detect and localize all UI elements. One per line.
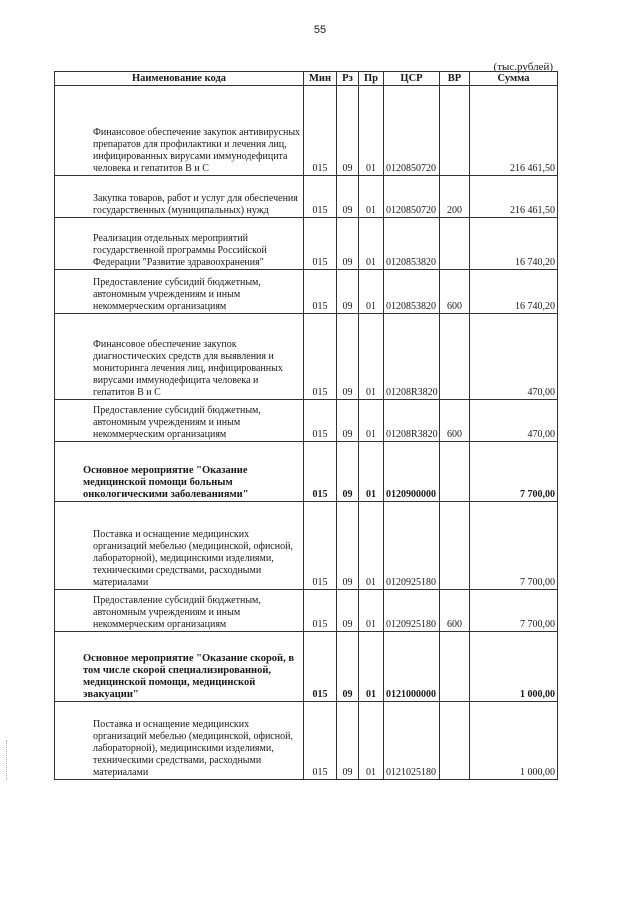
header-min: Мин (304, 72, 337, 86)
row-rz: 09 (337, 400, 359, 442)
row-min: 015 (304, 632, 337, 702)
margin-marks (6, 740, 9, 780)
row-name: Основное мероприятие "Оказание скорой, в том числе скорой специализированной, медицинской помощи, медицинской эвакуации" (55, 632, 304, 702)
row-vr: 600 (440, 400, 470, 442)
row-rz: 09 (337, 176, 359, 218)
row-csr: 0120900000 (384, 442, 440, 502)
table-row (55, 502, 558, 590)
table-row (55, 270, 558, 314)
row-name: Предоставление субсидий бюджетным, автономным учреждениям и иным некоммерческим организациям (55, 400, 304, 442)
row-sum: 1 000,00 (470, 632, 558, 702)
row-vr (440, 502, 470, 590)
row-csr: 0121000000 (384, 632, 440, 702)
row-rz: 09 (337, 442, 359, 502)
row-min: 015 (304, 270, 337, 314)
row-pr: 01 (359, 86, 384, 176)
row-name: Закупка товаров, работ и услуг для обеспечения государственных (муниципальных) нужд (55, 176, 304, 218)
row-pr: 01 (359, 176, 384, 218)
table-row (55, 632, 558, 702)
row-vr (440, 218, 470, 270)
row-vr: 200 (440, 176, 470, 218)
row-csr: 0121025180 (384, 702, 440, 780)
row-vr: 600 (440, 590, 470, 632)
row-pr: 01 (359, 442, 384, 502)
row-sum: 7 700,00 (470, 442, 558, 502)
header-pr: Пр (359, 72, 384, 86)
row-vr: 600 (440, 270, 470, 314)
row-name: Финансовое обеспечение закупок диагностических средств для выявления и мониторинга лечения лиц, инфицированных вирусами иммунодефицита человека и гепатитов В и С (55, 314, 304, 400)
row-min: 015 (304, 176, 337, 218)
row-csr: 0120850720 (384, 176, 440, 218)
row-sum: 7 700,00 (470, 590, 558, 632)
table-row (55, 218, 558, 270)
row-min: 015 (304, 218, 337, 270)
row-pr: 01 (359, 270, 384, 314)
row-name: Реализация отдельных мероприятий государственной программы Российской Федерации "Развитие здравоохранения" (55, 218, 304, 270)
row-vr (440, 702, 470, 780)
row-name: Предоставление субсидий бюджетным, автономным учреждениям и иным некоммерческим организациям (55, 590, 304, 632)
row-min: 015 (304, 590, 337, 632)
row-rz: 09 (337, 270, 359, 314)
header-csr: ЦСР (384, 72, 440, 86)
table-row (55, 314, 558, 400)
row-csr: 0120853820 (384, 218, 440, 270)
table-row (55, 702, 558, 780)
table-row (55, 176, 558, 218)
row-csr: 0120925180 (384, 502, 440, 590)
row-rz: 09 (337, 590, 359, 632)
row-pr: 01 (359, 632, 384, 702)
row-sum: 16 740,20 (470, 218, 558, 270)
table-row (55, 590, 558, 632)
header-rz: Рз (337, 72, 359, 86)
row-sum: 470,00 (470, 400, 558, 442)
row-name: Поставка и оснащение медицинских организаций мебелью (медицинской, офисной, лабораторной), медицинскими изделиями, техническими средствами, расходными материалами (55, 502, 304, 590)
row-vr (440, 86, 470, 176)
header-vr: ВР (440, 72, 470, 86)
header-row (55, 72, 558, 86)
table-row (55, 400, 558, 442)
row-name: Предоставление субсидий бюджетным, автономным учреждениям и иным некоммерческим организациям (55, 270, 304, 314)
row-rz: 09 (337, 86, 359, 176)
row-min: 015 (304, 86, 337, 176)
row-rz: 09 (337, 218, 359, 270)
table-row (55, 86, 558, 176)
row-csr: 0120925180 (384, 590, 440, 632)
row-csr: 0120850720 (384, 86, 440, 176)
row-sum: 16 740,20 (470, 270, 558, 314)
header-sum: Сумма (470, 72, 558, 86)
row-pr: 01 (359, 702, 384, 780)
row-name: Поставка и оснащение медицинских организаций мебелью (медицинской, офисной, лабораторной), медицинскими изделиями, техническими средствами, расходными материалами (55, 702, 304, 780)
row-vr (440, 632, 470, 702)
row-pr: 01 (359, 314, 384, 400)
row-min: 015 (304, 502, 337, 590)
row-min: 015 (304, 400, 337, 442)
row-min: 015 (304, 314, 337, 400)
row-csr: 01208R3820 (384, 400, 440, 442)
row-pr: 01 (359, 502, 384, 590)
row-vr (440, 442, 470, 502)
row-sum: 470,00 (470, 314, 558, 400)
row-csr: 0120853820 (384, 270, 440, 314)
row-vr (440, 314, 470, 400)
row-sum: 216 461,50 (470, 86, 558, 176)
row-rz: 09 (337, 632, 359, 702)
budget-table (54, 71, 558, 780)
row-pr: 01 (359, 218, 384, 270)
table-row (55, 442, 558, 502)
header-name: Наименование кода (55, 72, 304, 86)
row-sum: 7 700,00 (470, 502, 558, 590)
row-name: Основное мероприятие "Оказание медицинской помощи больным онкологическими заболеваниями" (55, 442, 304, 502)
row-name: Финансовое обеспечение закупок антивирусных препаратов для профилактики и лечения лиц, инфицированных вирусами иммунодефицита человека и гепатитов В и С (55, 86, 304, 176)
row-sum: 1 000,00 (470, 702, 558, 780)
units-label: (тыс.рублей) (493, 61, 553, 73)
row-pr: 01 (359, 590, 384, 632)
row-sum: 216 461,50 (470, 176, 558, 218)
row-pr: 01 (359, 400, 384, 442)
page-number: 55 (313, 24, 327, 36)
row-rz: 09 (337, 702, 359, 780)
row-rz: 09 (337, 502, 359, 590)
row-rz: 09 (337, 314, 359, 400)
row-min: 015 (304, 442, 337, 502)
row-min: 015 (304, 702, 337, 780)
row-csr: 01208R3820 (384, 314, 440, 400)
